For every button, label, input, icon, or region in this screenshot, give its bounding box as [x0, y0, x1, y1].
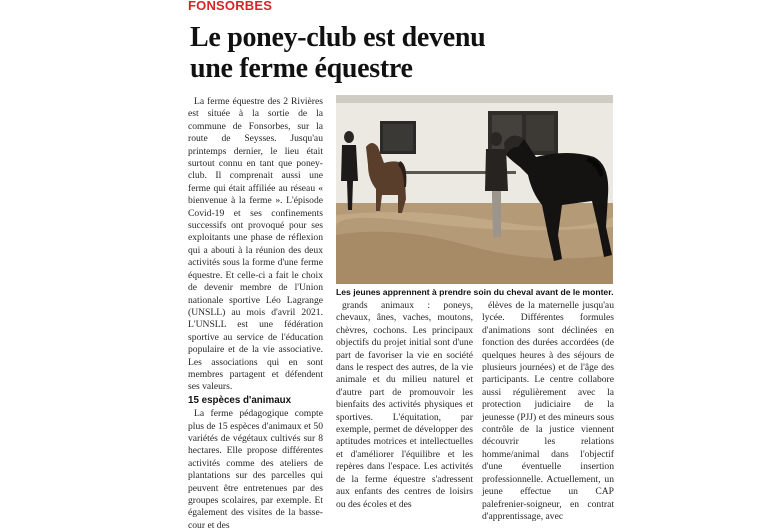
column-3-paragraph-1: élèves de la maternelle jusqu'au lycée. Différentes formules d'animations sont déclinées en fonction des durées accordées (de quelques heures à des séjours de plusieurs journées) et de l'âge des participants. Le centre collabore aussi régulièrement avec la protection judiciaire de la jeunesse (PJJ) et des mineurs sous contrôle de la justice viennent découvrir les relations homme/animal dans l'objectif d'une éventuelle insertion professionnelle. Actuellement, un jeune effectue un CAP palefrenier-soigneur, en contrat d'apprentissage, avec: [482, 300, 614, 522]
column-1-paragraph-1: La ferme équestre des 2 Rivières est située à la sortie de la commune de Fonsorbes, sur la route de Seysses. Jusqu'au printemps dernier, le lieu était surtout connu en tant que poney-club. Il comprenait aussi une ferme qui était affiliée au réseau « bienvenue à la ferme ». L'épisode Covid-19 et ses confinements successifs ont provoqué pour ses exploitants une phase de réflexion qui a abouti à la réunion des deux activités sous la forme d'une ferme équestre. Et celle-ci a fait le choix de devenir membre de l'Union nationale sportive Léo Lagrange (UNSLL) au mois d'avril 2021. L'UNSLL est une fédération sportive au service de l'éducation populaire et de la vie associative. Les associations qui en sont membres partagent et défendent ses valeurs.: [188, 96, 323, 393]
headline-line-2: une ferme équestre: [190, 53, 413, 84]
headline-line-1: Le poney-club est devenu: [190, 22, 486, 53]
section-kicker: FONSORBES: [188, 0, 273, 13]
article-column-3: [482, 300, 614, 522]
article-column-1: [188, 96, 323, 531]
article-column-2: [336, 300, 473, 512]
headline: [190, 22, 610, 84]
column-2-paragraph-1: grands animaux : poneys, chevaux, ânes, vaches, moutons, chèvres, cochons. Les principaux objectifs du projet initial sont d'une part de favoriser la vie en société dans le respect des autres, de la vie animale et du milieu naturel et d'autre part de promouvoir les bienfaits des activités physiques et sportives. L'équitation, par exemple, permet de développer des aptitudes motrices et intellectuelles et d'améliorer l'équilibre et les repères dans l'espace. Les activités de la ferme équestre s'adressent aux enfants des centres de loisirs ou des écoles et des: [336, 300, 473, 510]
subheading: 15 espèces d'animaux: [188, 394, 292, 406]
column-1-paragraph-2: La ferme pédagogique compte plus de 15 espèces d'animaux et 50 variétés de végétaux cultivés sur 8 hectares. Elle propose différentes activités comme des ateliers de plantations sur des parcelles qui peuvent être entretenues par des groupes scolaires, par exemple. Et également des visites de la basse-cour et des: [188, 408, 323, 531]
article-photo: [336, 95, 613, 284]
photo-caption: Les jeunes apprennent à prendre soin du cheval avant de le monter.: [336, 287, 614, 297]
